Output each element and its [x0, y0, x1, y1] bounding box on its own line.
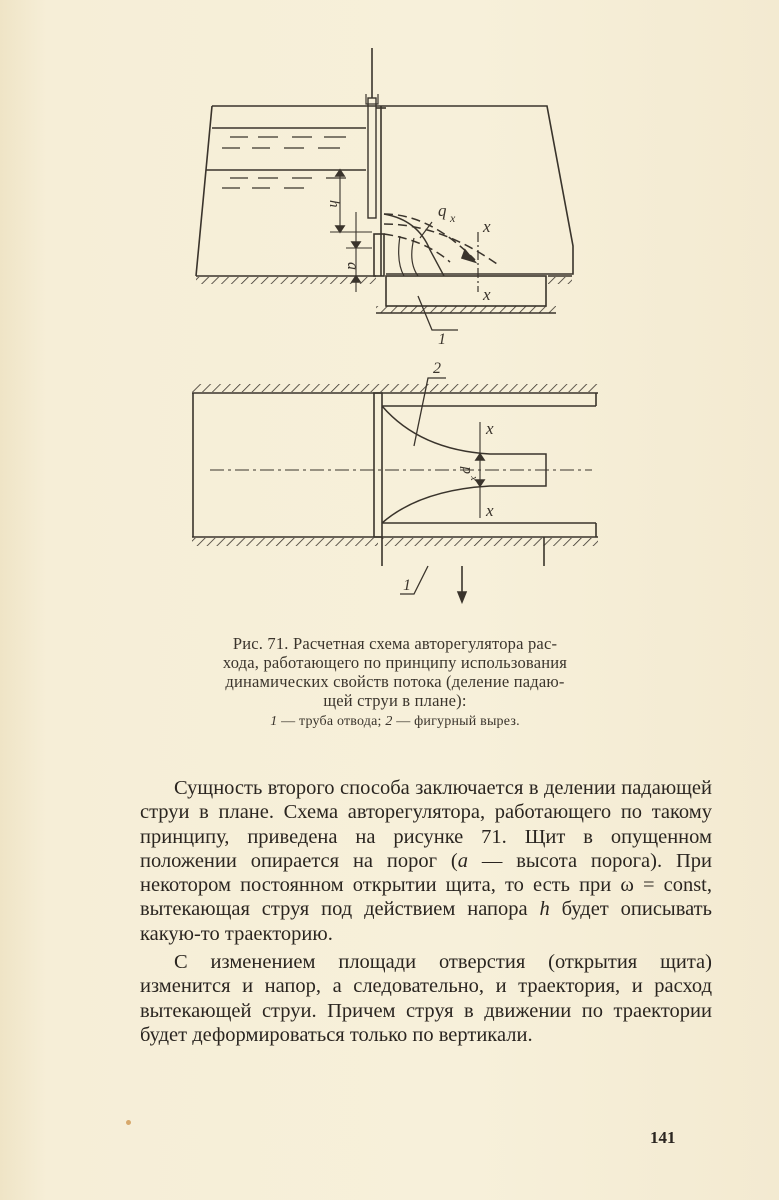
paragraph-2: С изменением площади отверстия (открытия щита) изменится и напор, а следовательно, и траектория, и расход вытекающей струи. Причем струя в движении по траектории будет деформироваться только по вертикали.	[140, 951, 712, 1046]
pipe-box-side	[386, 276, 546, 306]
plan-view	[192, 378, 598, 602]
label-x-top-lower: x	[483, 285, 491, 304]
var-h: h	[539, 898, 550, 921]
callout-1-plan: 1	[403, 577, 411, 594]
sill	[374, 234, 384, 276]
caption-line-3: динамических свойств потока (деление падаю-	[225, 672, 565, 691]
label-x-plan-lower: x	[486, 501, 494, 520]
legend-text-2: — фигурный вырез.	[392, 714, 520, 729]
callout-2-plan: 2	[433, 360, 441, 377]
gate-plan	[374, 393, 382, 537]
legend-num-1: 1	[270, 714, 278, 729]
label-a: a	[344, 262, 361, 270]
caption-line-2: хода, работающего по принципу использования	[222, 653, 568, 672]
label-x-top-upper: x	[483, 217, 491, 236]
page-number: 141	[650, 1128, 676, 1147]
callout-1-side: 1	[438, 331, 446, 348]
caption-legend	[170, 712, 620, 731]
caption-line-4: щей струи в плане):	[323, 691, 467, 710]
caption-line-1: Рис. 71. Расчетная схема авторегулятора рас-	[232, 634, 558, 653]
label-q-sub: x	[450, 211, 456, 225]
label-d-sub: x	[467, 476, 479, 481]
figured-cutout	[382, 406, 546, 523]
label-x-plan-upper: x	[486, 419, 494, 438]
body-text	[140, 776, 712, 1047]
paragraph-1-part-a: Сущность второго способа заключается в делении падающей струи в плане. Схема авторегулятора, работающего по такому принципу, приведена на рисунке 71. Щит в опущенном положении опирается на порог (	[140, 777, 712, 872]
var-a: a	[457, 849, 468, 872]
paragraph-1-part-b: — высота порога). При некотором постоянном открытии щита, то есть при ω = const, вытекающая струя под действием напора	[140, 849, 712, 921]
gate-shield	[368, 98, 376, 218]
ground-hatch-left	[196, 277, 376, 284]
paragraph-1-part-c: будет описывать какую-то траекторию.	[140, 898, 712, 945]
channel-outline	[212, 106, 573, 274]
legend-num-2: 2	[385, 714, 393, 729]
label-h: h	[326, 200, 342, 208]
paper-speck	[126, 1120, 131, 1125]
label-q: q	[438, 201, 447, 220]
legend-text-1: — труба отвода;	[277, 714, 386, 729]
paragraph-1	[140, 776, 712, 946]
figure-caption	[170, 634, 620, 731]
side-view	[196, 48, 573, 330]
label-d: d	[458, 466, 474, 474]
